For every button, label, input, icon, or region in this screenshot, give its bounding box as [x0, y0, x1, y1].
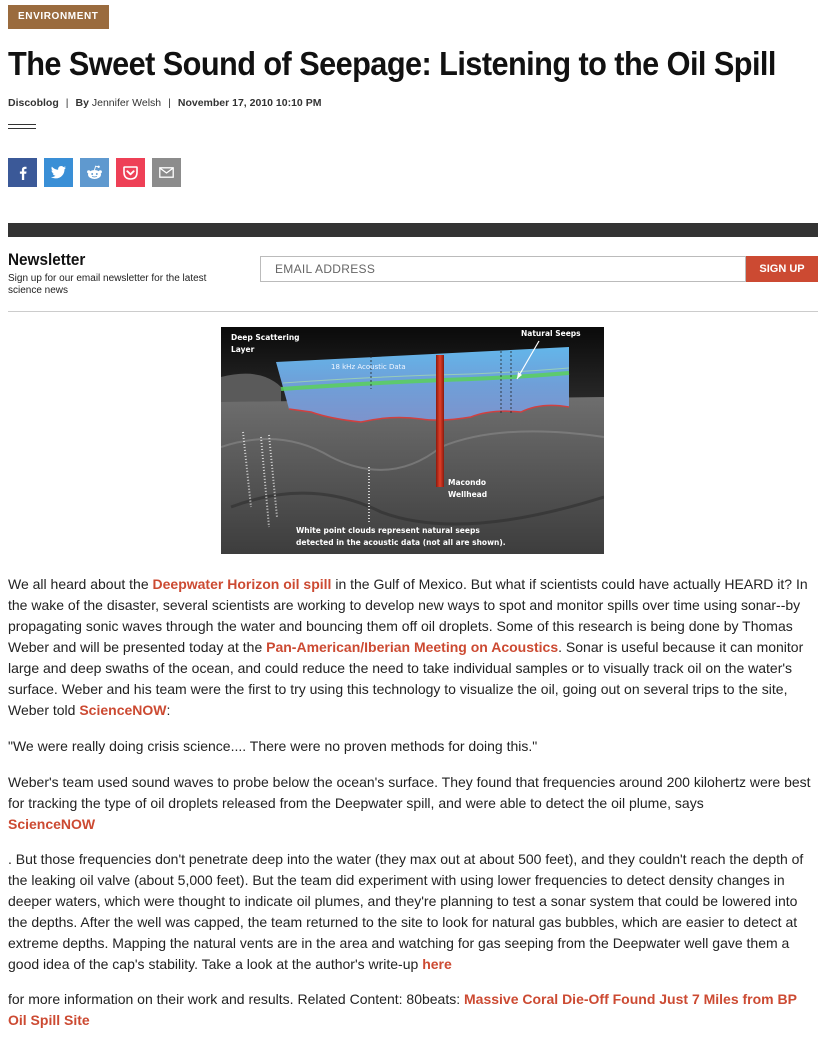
- figure-label-scatter-2: Layer: [231, 345, 255, 354]
- link-acoustics-meeting[interactable]: Pan-American/Iberian Meeting on Acoustics: [266, 639, 559, 655]
- link-coral-die-off[interactable]: Massive Coral Die-Off Found Just 7 Miles from BP Oil Spill Site: [8, 991, 797, 1028]
- paragraph-text: in the Gulf of Mexico. But what if scientists could have actually HEARD it? In the wake of the disaster, several scientists are working to develop new ways to spot and monitor spills over time using sonar--by propagating sonic waves through the water and bouncing them off oil droplets. Some of this research is being done by Thomas Weber and will be presented today at the: [8, 576, 808, 655]
- newsletter-description: Sign up for our email newsletter for the latest science news: [8, 273, 207, 296]
- article-quote: "We were really doing crisis science.... There were no proven methods for doing this.": [8, 738, 538, 754]
- newsletter-title: Newsletter: [8, 250, 86, 269]
- paragraph-text: Weber's team used sound waves to probe below the ocean's surface. They found that frequencies around 200 kilohertz were best for tracking the type of oil droplets released from the Deepwater spill, and were able to detect the oil plume, says: [8, 774, 811, 811]
- paragraph-text: :: [166, 702, 171, 718]
- category-badge[interactable]: ENVIRONMENT: [8, 5, 109, 29]
- share-email-button[interactable]: [152, 158, 181, 187]
- share-twitter-button[interactable]: [44, 158, 73, 187]
- paragraph-text: . Sonar is useful because it can monitor large and deep swaths of the ocean, and could reduce the need to take individual samples or to visually track oil on the water's surface. Weber and his team were the first to try using this technology to visualize the oil, going out on several trips to the site, Weber told: [8, 639, 804, 718]
- share-reddit-button[interactable]: [80, 158, 109, 187]
- email-icon: [159, 167, 174, 178]
- byline-separator: |: [168, 97, 171, 109]
- link-sciencenow[interactable]: ScienceNOW: [79, 702, 167, 718]
- byline: [8, 97, 321, 109]
- publish-date: November 17, 2010 10:10 PM: [177, 97, 322, 109]
- newsletter-divider: [8, 311, 818, 312]
- author-prefix: By: [75, 97, 89, 109]
- article-paragraph: [8, 574, 816, 721]
- link-sciencenow-2[interactable]: ScienceNOW: [8, 816, 96, 832]
- share-bar: [8, 158, 181, 187]
- author-name[interactable]: Jennifer Welsh: [91, 97, 162, 109]
- figure-label-seeps: Natural Seeps: [521, 329, 581, 338]
- article-paragraph: [8, 772, 816, 835]
- pocket-icon: [123, 166, 138, 180]
- link-deepwater-horizon[interactable]: Deepwater Horizon oil spill: [152, 576, 332, 592]
- article-paragraph: [8, 849, 816, 975]
- share-pocket-button[interactable]: [116, 158, 145, 187]
- byline-separator: |: [65, 97, 69, 109]
- blog-name[interactable]: Discoblog: [8, 97, 59, 109]
- menu-lines-icon[interactable]: [8, 124, 36, 132]
- article-body: [8, 574, 816, 1031]
- figure-caption: White point clouds represent natural seeps: [296, 526, 480, 535]
- figure-label-acoustic: 18 kHz Acoustic Data: [331, 363, 406, 371]
- article-title: The Sweet Sound of Seepage: Listening to the Oil Spill: [8, 45, 776, 82]
- article-figure-seepage: [221, 327, 604, 554]
- reddit-icon: [86, 165, 103, 180]
- paragraph-text: for more information on their work and results. Related Content: 80beats:: [8, 991, 465, 1007]
- newsletter-signup-button[interactable]: SIGN UP: [746, 256, 818, 282]
- figure-label-scatter: Deep Scattering: [231, 333, 300, 342]
- share-facebook-button[interactable]: [8, 158, 37, 187]
- article-paragraph: [8, 989, 816, 1031]
- twitter-icon: [51, 166, 66, 179]
- section-divider-bar: [8, 223, 818, 237]
- figure-label-macondo-2: Wellhead: [448, 490, 488, 499]
- figure-label-macondo: Macondo: [448, 478, 486, 487]
- newsletter-email-input[interactable]: [260, 256, 746, 282]
- figure-caption-2: detected in the acoustic data (not all are shown).: [296, 538, 506, 547]
- link-here[interactable]: here: [422, 956, 452, 972]
- facebook-icon: [16, 166, 30, 180]
- paragraph-text: . But those frequencies don't penetrate deep into the water (they max out at about 500 feet), and they couldn't reach the depth of the leaking oil valve (about 5,000 feet). But the team did experiment with using lower frequencies to detect density changes in deeper waters, which were thought to indicate oil plumes, and they're planning to test a sonar system that could be lowered into the depths. After the well was capped, the team returned to the site to look for natural gas bubbles, which are easier to detect at extreme depths. Mapping the natural vents are in the area and watching for gas seeping from the Deepwater well gave them a good idea of the cap's stability. Take a look at the author's write-up: [8, 851, 804, 972]
- paragraph-text: We all heard about the: [8, 576, 153, 592]
